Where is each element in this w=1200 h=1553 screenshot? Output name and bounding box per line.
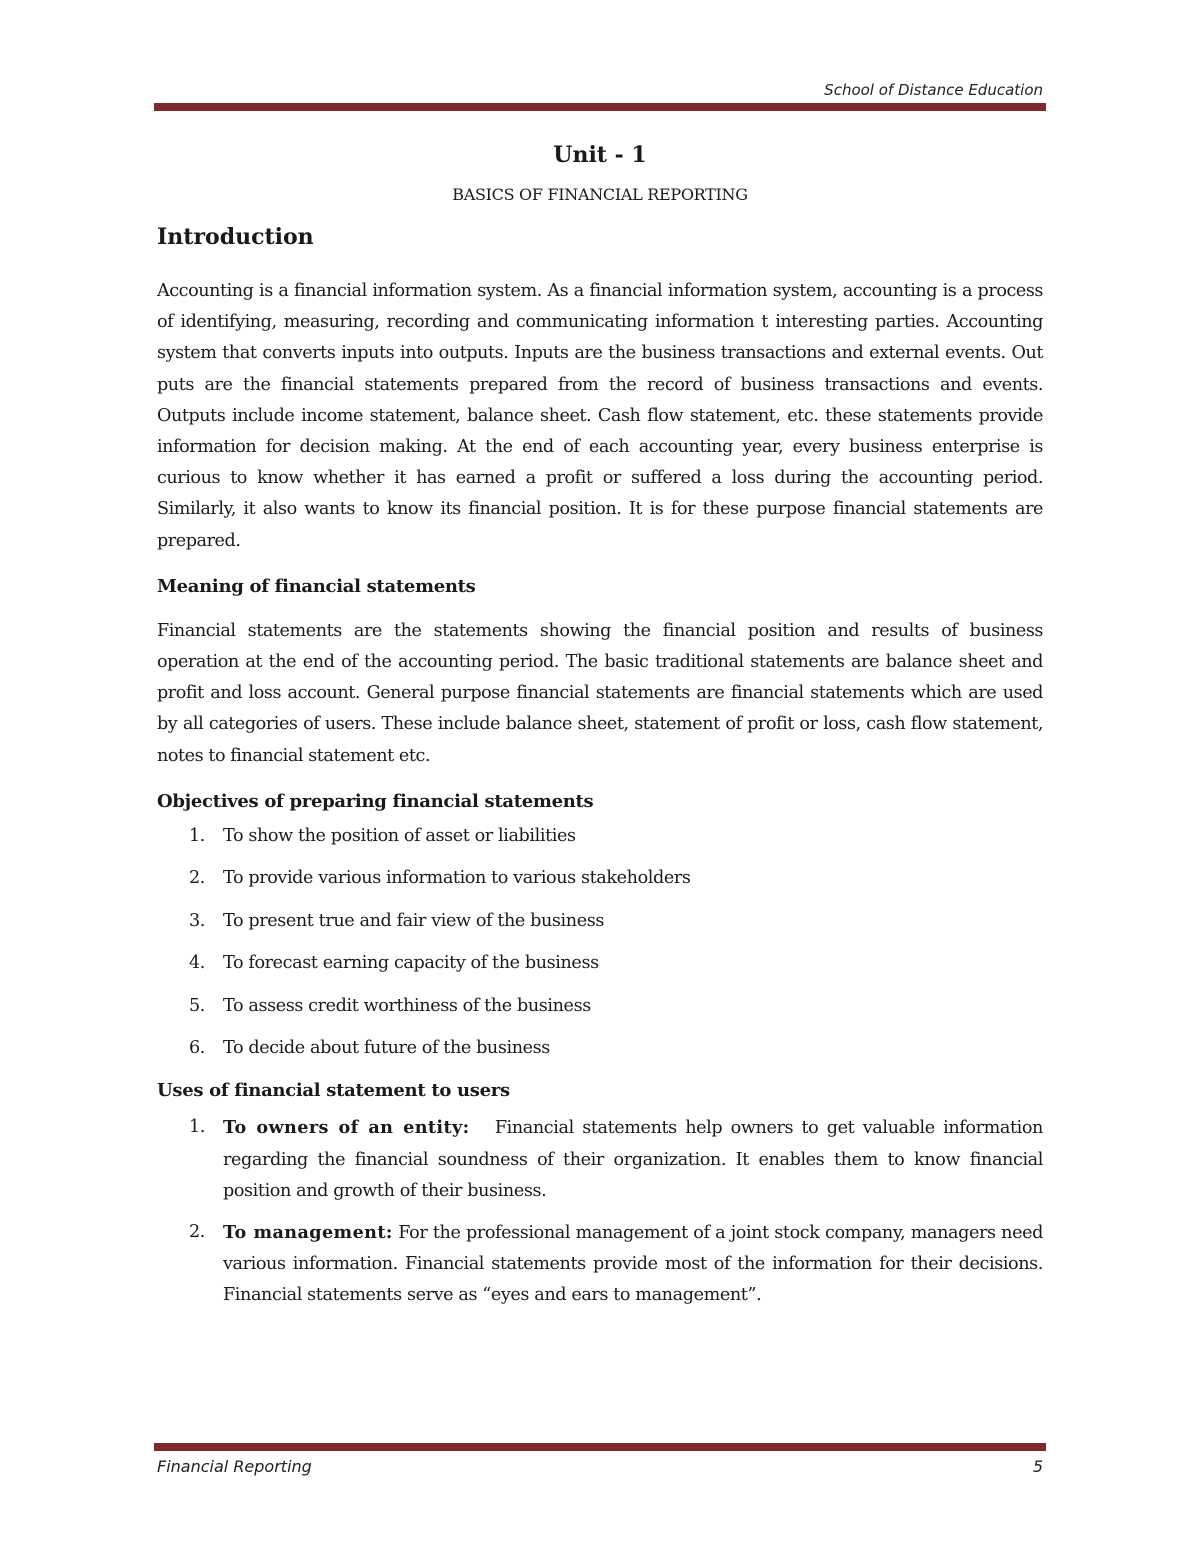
uses-list — [157, 1112, 1043, 1311]
page-content — [157, 140, 1043, 1322]
list-item — [157, 1112, 1043, 1207]
list-number: 5. — [189, 995, 205, 1016]
introduction-heading: Introduction — [157, 224, 314, 250]
running-footer: Financial Reporting — [157, 1457, 312, 1476]
list-number: 4. — [189, 953, 205, 974]
list-item-lead: To owners of an entity: — [223, 1117, 470, 1139]
list-item — [157, 908, 1043, 934]
list-item — [157, 865, 1043, 891]
list-number: 1. — [189, 825, 205, 846]
meaning-heading: Meaning of financial statements — [157, 575, 476, 597]
list-number: 2. — [189, 1221, 205, 1242]
list-item-text: To provide various information to various stakeholders — [223, 868, 691, 889]
list-number: 1. — [189, 1117, 205, 1138]
list-item-text: To present true and fair view of the business — [223, 910, 604, 931]
list-number: 6. — [189, 1038, 205, 1059]
list-number: 2. — [189, 868, 205, 889]
list-item-text: To assess credit worthiness of the business — [223, 995, 591, 1016]
list-item — [157, 823, 1043, 849]
header-rule — [154, 103, 1046, 111]
list-item-body — [223, 1112, 1043, 1207]
list-item — [157, 1035, 1043, 1061]
footer-rule — [154, 1443, 1046, 1451]
list-item — [157, 950, 1043, 976]
list-item-body — [223, 1217, 1043, 1312]
list-item-text: To show the position of asset or liabilities — [223, 825, 576, 846]
list-item-text: To forecast earning capacity of the business — [223, 953, 599, 974]
running-header: School of Distance Education — [824, 81, 1043, 99]
objectives-heading: Objectives of preparing financial statements — [157, 790, 594, 812]
introduction-paragraph: Accounting is a financial information system. As a financial information system, accounting is a process of identifying, measuring, recording and communicating information t interesting parties. Accounting system that converts inputs into outputs. Inputs are the business transactions and external events. Out puts are the financial statements prepared from the record of business transactions and events. Outputs include income statement, balance sheet. Cash flow statement, etc. these statements provide information for decision making. At the end of each accounting year, every business enterprise is curious to know whether it has earned a profit or suffered a loss during the accounting period. Similarly, it also wants to know its financial position. It is for these purpose financial statements are prepared. — [157, 281, 1043, 551]
meaning-paragraph: Financial statements are the statements showing the financial position and results of business operation at the end of the accounting period. The basic traditional statements are balance sheet and profit and loss account. General purpose financial statements are financial statements which are used by all categories of users. These include balance sheet, statement of profit or loss, cash flow statement, notes to financial statement etc. — [157, 620, 1043, 766]
uses-heading: Uses of financial statement to users — [157, 1080, 510, 1102]
unit-title: Unit - 1 — [553, 142, 647, 168]
page-number: 5 — [1032, 1457, 1043, 1476]
list-item — [157, 1217, 1043, 1312]
list-item-lead: To management: — [223, 1221, 393, 1243]
unit-subtitle: BASICS OF FINANCIAL REPORTING — [452, 185, 748, 204]
objectives-list — [157, 823, 1043, 1062]
list-item-text: To decide about future of the business — [223, 1038, 550, 1059]
list-item — [157, 993, 1043, 1019]
list-number: 3. — [189, 910, 205, 931]
list-item-text: For the professional management of a joint stock company, managers need various information. Financial statements provide most of the information for their decisions. Financial statements serve as “eyes and ears to management”. — [223, 1222, 1043, 1306]
list-item-text: Financial statements help owners to get valuable information regarding the financial soundness of their organization. It enables them to know financial position and growth of their business. — [223, 1118, 1043, 1201]
